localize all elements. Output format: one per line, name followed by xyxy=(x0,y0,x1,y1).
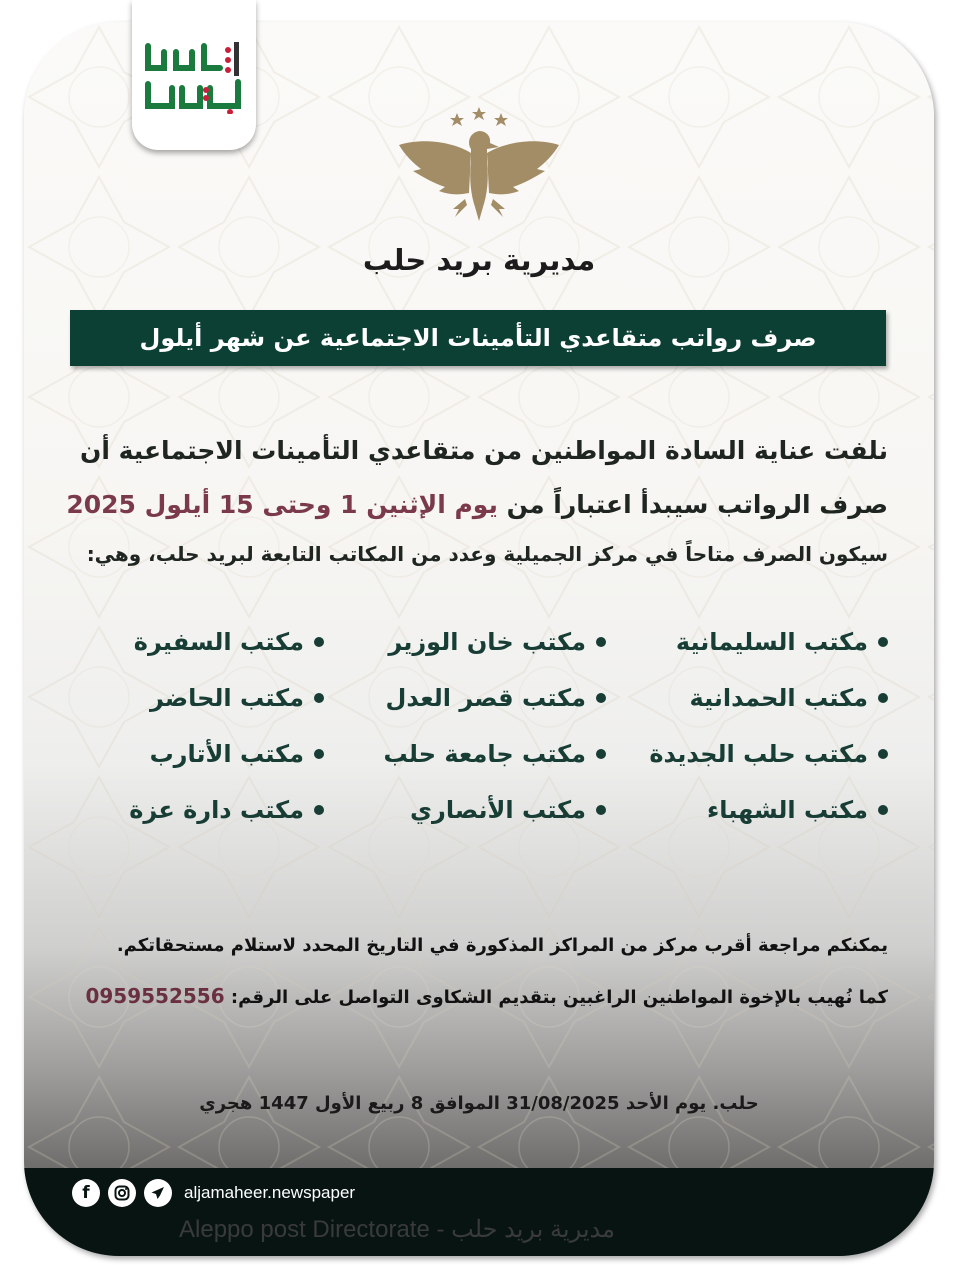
logo-icon xyxy=(142,42,246,114)
complaints-text: كما نُهيب بالإخوة المواطنين الراغبين بتقديم الشكاوى التواصل على الرقم: xyxy=(230,987,888,1008)
bullet-icon xyxy=(878,637,888,647)
office-item: مكتب الشهباء xyxy=(620,790,888,830)
telegram-icon[interactable] xyxy=(144,1179,172,1207)
office-item: مكتب الحمدانية xyxy=(620,678,888,718)
bullet-icon xyxy=(314,637,324,647)
office-item: مكتب حلب الجديدة xyxy=(620,734,888,774)
bullet-icon xyxy=(314,693,324,703)
bullet-icon xyxy=(878,749,888,759)
body-line-2-start: صرف الرواتب سيبدأ اعتباراً من xyxy=(506,490,888,519)
note-complaints xyxy=(70,978,888,1014)
office-item: مكتب الحاضر xyxy=(56,678,324,718)
office-item: مكتب قصر العدل xyxy=(338,678,606,718)
body-line-2 xyxy=(64,480,888,530)
bullet-icon xyxy=(878,693,888,703)
eagle-emblem xyxy=(395,103,563,228)
payment-date-range: يوم الإثنين 1 وحتى 15 أيلول 2025 xyxy=(66,490,498,519)
body-line-1: نلفت عناية السادة المواطنين من متقاعدي التأمينات الاجتماعية أن xyxy=(79,436,888,465)
dateline: حلب. يوم الأحد 31/08/2025 الموافق 8 ربيع الأول 1447 هجري xyxy=(199,1093,759,1114)
bullet-icon xyxy=(878,805,888,815)
footer-bar xyxy=(24,1168,934,1256)
title-banner: صرف رواتب متقاعدي التأمينات الاجتماعية عن شهر أيلول xyxy=(70,310,886,366)
complaints-phone[interactable]: 0959552556 xyxy=(85,984,225,1008)
bullet-icon xyxy=(314,805,324,815)
note-nearest-center: يمكنكم مراجعة أقرب مركز من المراكز المذكورة في التاريخ المحدد لاستلام مستحقاتكم. xyxy=(116,935,888,956)
office-item: مكتب دارة عزة xyxy=(56,790,324,830)
office-item: مكتب خان الوزير xyxy=(338,622,606,662)
body-line-3: سيكون الصرف متاحاً في مركز الجميلية وعدد من المكاتب التابعة لبريد حلب، وهي: xyxy=(86,542,888,566)
office-item: مكتب السفيرة xyxy=(56,622,324,662)
bullet-icon xyxy=(596,749,606,759)
office-item: مكتب الأنصاري xyxy=(338,790,606,830)
office-item: مكتب السليمانية xyxy=(620,622,888,662)
facebook-icon[interactable]: f xyxy=(72,1179,100,1207)
bullet-icon xyxy=(596,693,606,703)
instagram-icon[interactable] xyxy=(108,1179,136,1207)
office-item: مكتب جامعة حلب xyxy=(338,734,606,774)
office-item: مكتب الأتارب xyxy=(56,734,324,774)
social-links xyxy=(72,1178,355,1208)
offices-list xyxy=(56,622,888,830)
social-handle[interactable]: aljamaheer.newspaper xyxy=(184,1183,356,1202)
bullet-icon xyxy=(596,637,606,647)
footer-brand: Aleppo post Directorate - مديرية بريد حلب xyxy=(179,1216,615,1243)
announcement-card xyxy=(24,22,934,1256)
aljamaheer-logo xyxy=(132,0,256,150)
bullet-icon xyxy=(314,749,324,759)
bullet-icon xyxy=(596,805,606,815)
directorate-title: مديرية بريد حلب xyxy=(362,243,596,277)
